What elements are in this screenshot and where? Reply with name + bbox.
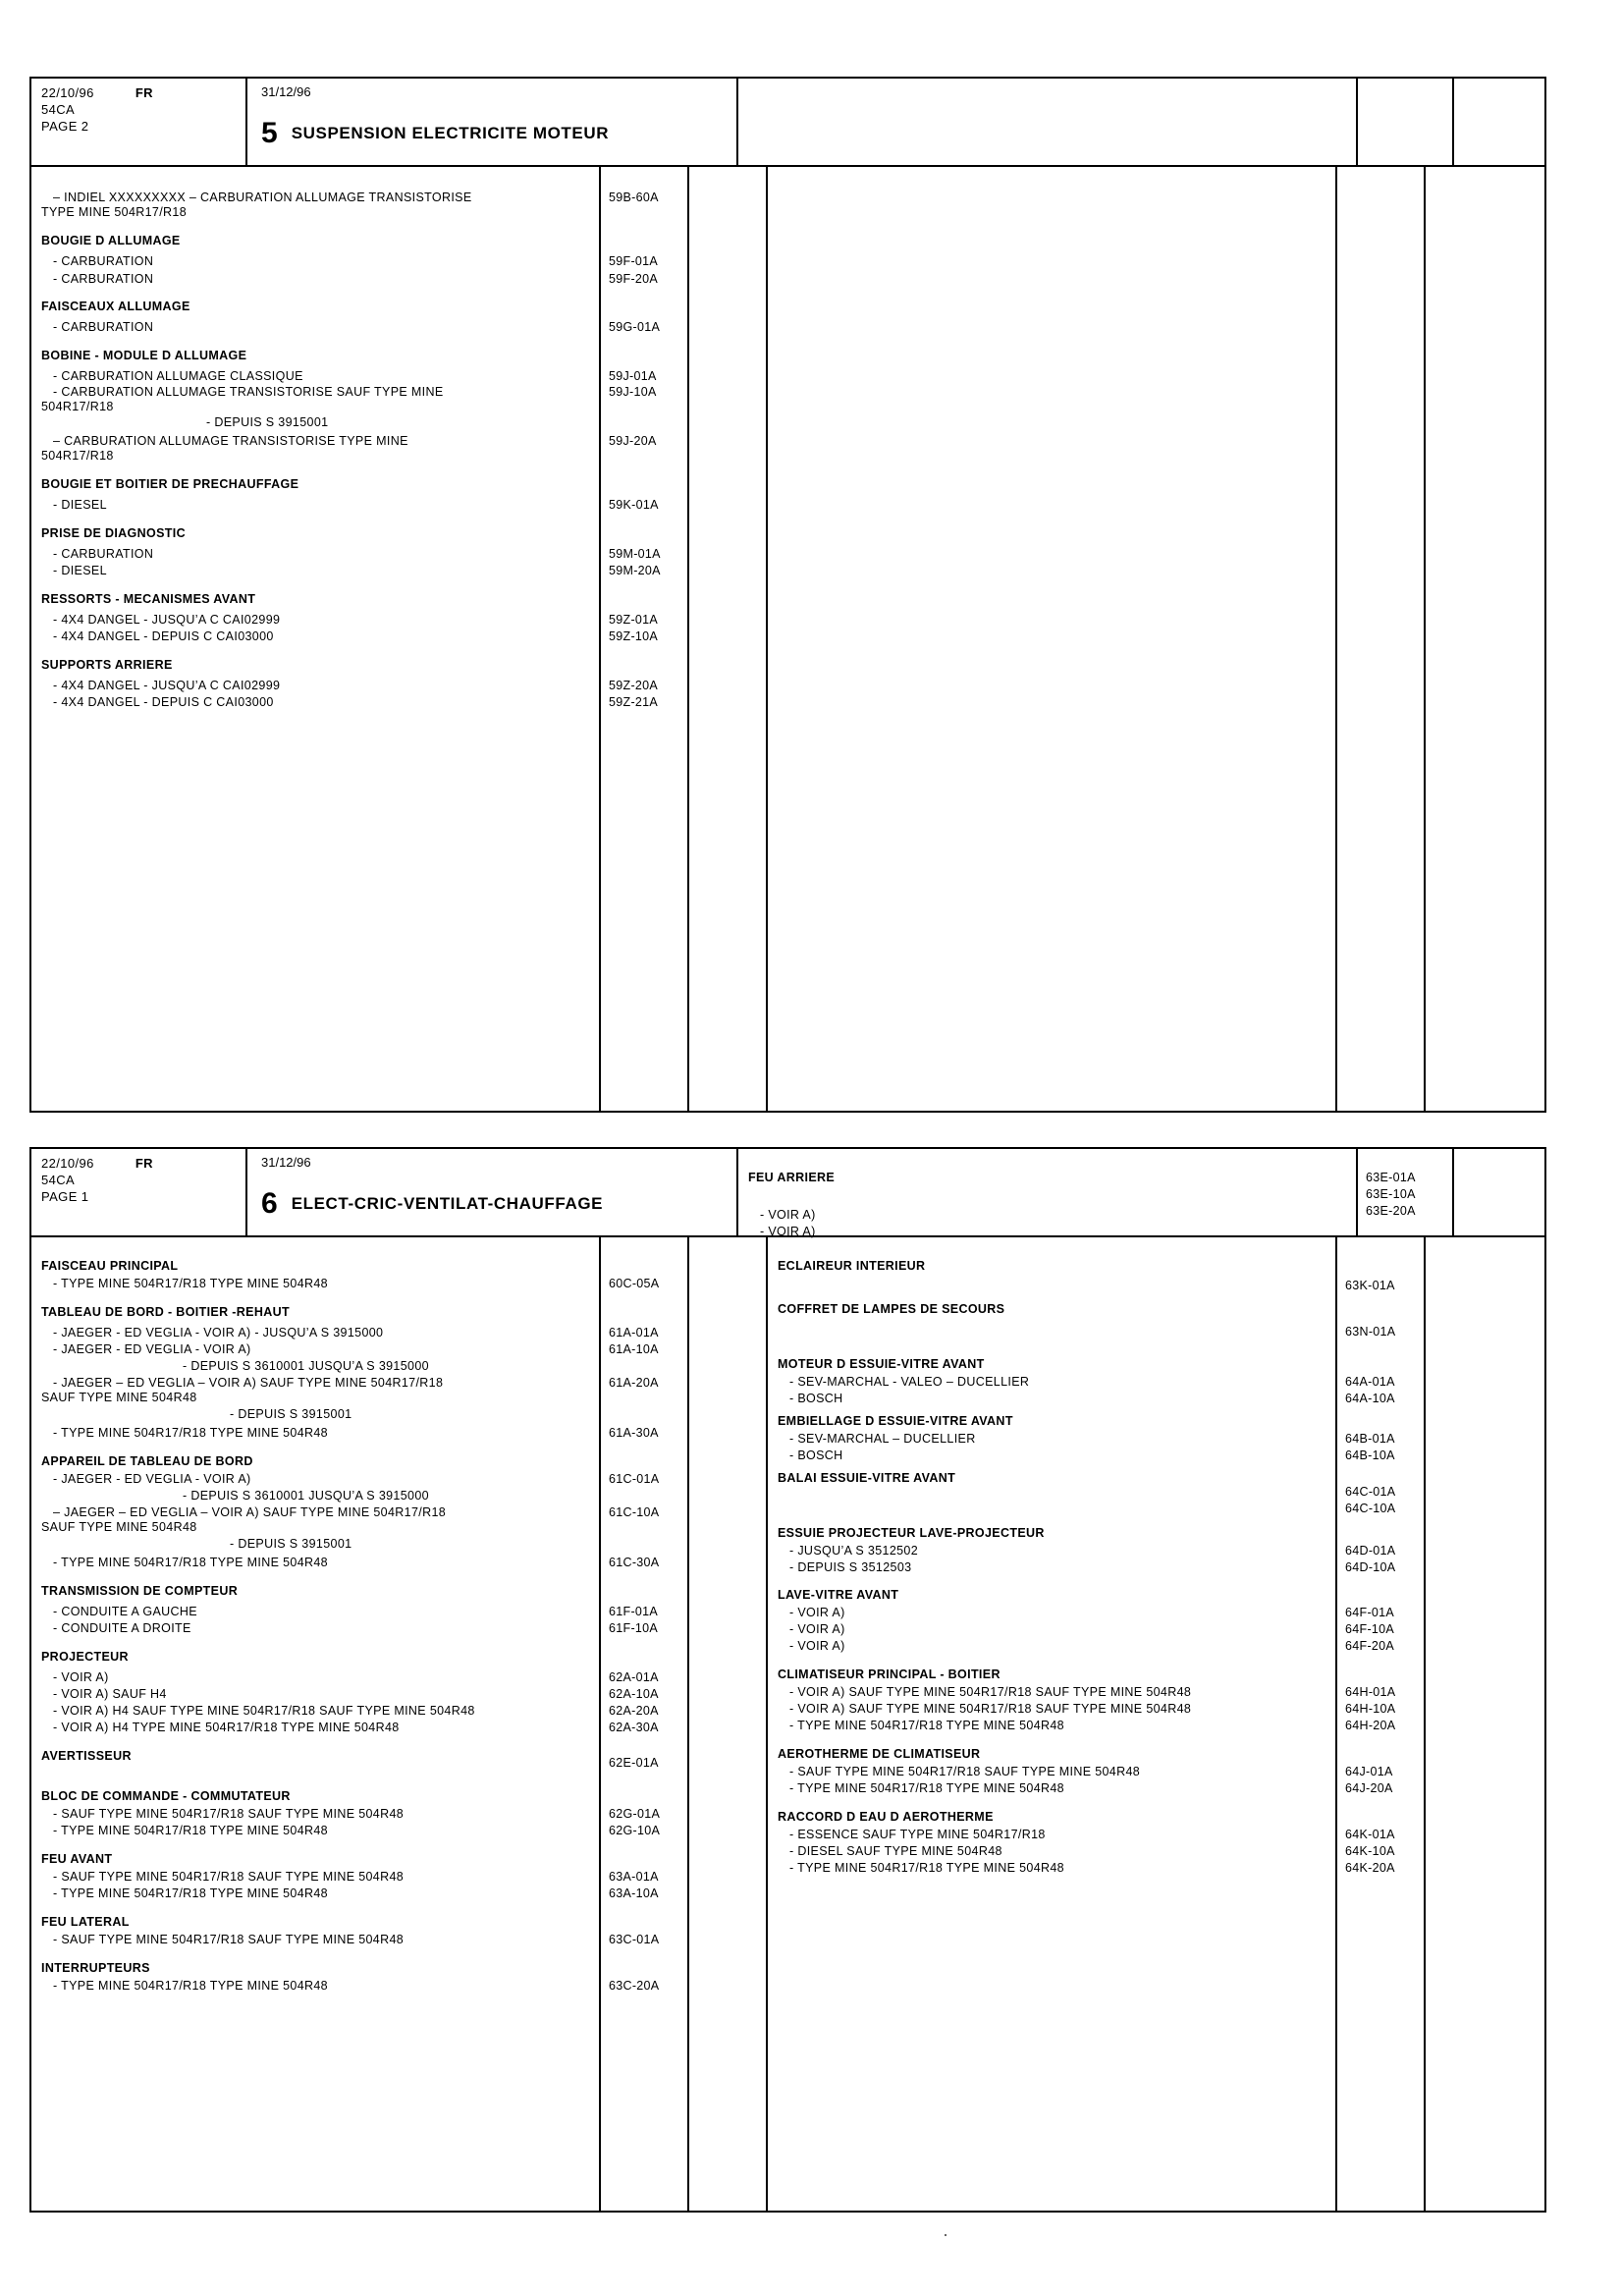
entry-line: - CARBURATION ALLUMAGE TRANSISTORISE SAUF TYPE MINE bbox=[53, 385, 444, 399]
sheet1-right-reference-column bbox=[1337, 167, 1426, 1111]
entry-line: - BOSCH bbox=[789, 1392, 843, 1405]
reference-code: 62G-01A bbox=[609, 1807, 661, 1821]
reference-code: 64J-01A bbox=[1345, 1765, 1393, 1778]
sheet1-page: PAGE 2 bbox=[41, 119, 89, 134]
sheet1-left-reference-column bbox=[601, 167, 689, 1111]
sheet1-section-number: 5 bbox=[261, 117, 278, 149]
sheet2-date-right: 31/12/96 bbox=[261, 1155, 311, 1170]
sheet2-page: PAGE 1 bbox=[41, 1189, 89, 1204]
reference-code: 63C-20A bbox=[609, 1979, 660, 1993]
sheet2-code: 54CA bbox=[41, 1173, 76, 1187]
entry-line: SAUF TYPE MINE 504R48 bbox=[41, 1520, 197, 1534]
entry-line: 504R17/R18 bbox=[41, 400, 114, 413]
reference-code: 59K-01A bbox=[609, 498, 659, 512]
reference-code: 64B-10A bbox=[1345, 1449, 1395, 1462]
reference-code: 64C-01A bbox=[1345, 1485, 1396, 1499]
entry-line: - DEPUIS S 3915001 bbox=[206, 415, 329, 429]
entry-line: – CARBURATION ALLUMAGE TRANSISTORISE TYPE MINE bbox=[53, 434, 408, 448]
reference-code: 62A-20A bbox=[609, 1704, 659, 1718]
reference-code: 64K-01A bbox=[1345, 1828, 1395, 1841]
entry-line: – INDIEL XXXXXXXXX – CARBURATION ALLUMAGE TRANSISTORISE bbox=[53, 191, 472, 204]
sheet2-header-row bbox=[31, 1149, 1544, 1237]
sheet2-header-entry-area bbox=[738, 1149, 1358, 1238]
entry-group-title: TABLEAU DE BORD - BOITIER -REHAUT bbox=[41, 1305, 290, 1319]
entry-line: - TYPE MINE 504R17/R18 TYPE MINE 504R48 bbox=[53, 1556, 328, 1569]
entry-group-title: BOUGIE ET BOITIER DE PRECHAUFFAGE bbox=[41, 477, 299, 491]
entry-line: TYPE MINE 504R17/R18 bbox=[41, 205, 188, 219]
reference-code: 63E-01A bbox=[1366, 1171, 1416, 1184]
entry-group-title: ECLAIREUR INTERIEUR bbox=[778, 1259, 926, 1273]
sheet1-header-title-cell bbox=[247, 79, 738, 165]
reference-code: 59J-20A bbox=[609, 434, 657, 448]
sheet1-right-entry-column bbox=[768, 167, 1337, 1111]
reference-code: 63A-10A bbox=[609, 1886, 659, 1900]
reference-code: 59F-20A bbox=[609, 272, 659, 286]
entry-group-title: FEU LATERAL bbox=[41, 1915, 130, 1929]
reference-code: 64D-10A bbox=[1345, 1560, 1396, 1574]
sheet1-right-spacer-column bbox=[1426, 167, 1544, 1111]
entry-group-title: SUPPORTS ARRIERE bbox=[41, 658, 173, 672]
entry-group-title: FAISCEAUX ALLUMAGE bbox=[41, 300, 190, 313]
reference-code: 62A-10A bbox=[609, 1687, 659, 1701]
sheet1-code: 54CA bbox=[41, 102, 76, 117]
entry-line: - VOIR A) bbox=[789, 1622, 845, 1636]
sheet1-header-blank-3 bbox=[1454, 79, 1544, 165]
reference-code: 59B-60A bbox=[609, 191, 659, 204]
sheet2-left-spacer-column bbox=[689, 1237, 768, 2211]
sheet2-left-entry-column bbox=[31, 1237, 601, 2211]
entry-group-title: PROJECTEUR bbox=[41, 1650, 129, 1664]
entry-group-title: CLIMATISEUR PRINCIPAL - BOITIER bbox=[778, 1667, 1001, 1681]
sheet1-header-row bbox=[31, 79, 1544, 167]
entry-line: - DIESEL bbox=[53, 564, 107, 577]
reference-code: 61C-10A bbox=[609, 1505, 660, 1519]
entry-line: - SAUF TYPE MINE 504R17/R18 SAUF TYPE MINE 504R48 bbox=[53, 1870, 405, 1884]
entry-line: - VOIR A) H4 SAUF TYPE MINE 504R17/R18 SAUF TYPE MINE 504R48 bbox=[53, 1704, 475, 1718]
entry-line: - VOIR A) bbox=[760, 1225, 816, 1238]
reference-code: 62A-01A bbox=[609, 1670, 659, 1684]
entry-group-title: BOBINE - MODULE D ALLUMAGE bbox=[41, 349, 247, 362]
entry-line: - 4X4 DANGEL - DEPUIS C CAI03000 bbox=[53, 629, 274, 643]
reference-code: 59Z-10A bbox=[609, 629, 659, 643]
reference-code: 64F-10A bbox=[1345, 1622, 1395, 1636]
entry-line: - DEPUIS S 3610001 JUSQU’A S 3915000 bbox=[183, 1359, 429, 1373]
sheet2-header-ref-area bbox=[1358, 1149, 1454, 1235]
sheet2-left-reference-column bbox=[601, 1237, 689, 2211]
entry-line: - VOIR A) bbox=[789, 1606, 845, 1619]
entry-line: 504R17/R18 bbox=[41, 449, 114, 463]
reference-code: 61F-10A bbox=[609, 1621, 659, 1635]
entry-group-title: BOUGIE D ALLUMAGE bbox=[41, 234, 181, 247]
entry-line: - ESSENCE SAUF TYPE MINE 504R17/R18 bbox=[789, 1828, 1046, 1841]
reference-code: 64C-10A bbox=[1345, 1502, 1396, 1515]
reference-code: 63C-01A bbox=[609, 1933, 660, 1946]
reference-code: 61C-01A bbox=[609, 1472, 660, 1486]
sheet1-body bbox=[31, 167, 1544, 1111]
entry-group-title: FAISCEAU PRINCIPAL bbox=[41, 1259, 179, 1273]
entry-group-title: EMBIELLAGE D ESSUIE-VITRE AVANT bbox=[778, 1414, 1013, 1428]
entry-line: - CARBURATION ALLUMAGE CLASSIQUE bbox=[53, 369, 303, 383]
entry-line: - 4X4 DANGEL - JUSQU’A C CAI02999 bbox=[53, 679, 281, 692]
reference-code: 62E-01A bbox=[609, 1756, 659, 1770]
entry-line: - CARBURATION bbox=[53, 254, 154, 268]
entry-group-title: RACCORD D EAU D AEROTHERME bbox=[778, 1810, 994, 1824]
sheet1-section-title: SUSPENSION ELECTRICITE MOTEUR bbox=[291, 124, 610, 142]
reference-code: 64K-20A bbox=[1345, 1861, 1395, 1875]
entry-line: - VOIR A) bbox=[760, 1208, 816, 1222]
reference-code: 61A-01A bbox=[609, 1326, 659, 1339]
reference-code: 64A-10A bbox=[1345, 1392, 1395, 1405]
reference-code: 63E-20A bbox=[1366, 1204, 1416, 1218]
entry-line: - DIESEL SAUF TYPE MINE 504R48 bbox=[789, 1844, 1002, 1858]
reference-code: 59F-01A bbox=[609, 254, 659, 268]
entry-group-title: LAVE-VITRE AVANT bbox=[778, 1588, 899, 1602]
reference-code: 61A-10A bbox=[609, 1342, 659, 1356]
sheet2-right-reference-column bbox=[1337, 1237, 1426, 2211]
reference-code: 64H-01A bbox=[1345, 1685, 1396, 1699]
entry-line: - CARBURATION bbox=[53, 320, 154, 334]
sheet2-header-meta bbox=[31, 1149, 247, 1235]
entry-line: - VOIR A) SAUF TYPE MINE 504R17/R18 SAUF TYPE MINE 504R48 bbox=[789, 1685, 1192, 1699]
reference-code: 59Z-21A bbox=[609, 695, 659, 709]
entry-line: - JAEGER - ED VEGLIA - VOIR A) - JUSQU’A S 3915000 bbox=[53, 1326, 384, 1339]
sheet1-lang: FR bbox=[135, 85, 153, 100]
entry-line: - JAEGER - ED VEGLIA - VOIR A) bbox=[53, 1472, 251, 1486]
entry-line: - JUSQU’A S 3512502 bbox=[789, 1544, 919, 1558]
entry-group-title: COFFRET DE LAMPES DE SECOURS bbox=[778, 1302, 1005, 1316]
reference-code: 63K-01A bbox=[1345, 1279, 1395, 1292]
reference-code: 63N-01A bbox=[1345, 1325, 1396, 1339]
reference-code: 61F-01A bbox=[609, 1605, 659, 1618]
entry-line: - JAEGER – ED VEGLIA – VOIR A) SAUF TYPE MINE 504R17/R18 bbox=[53, 1376, 444, 1390]
reference-code: 62A-30A bbox=[609, 1721, 659, 1734]
entry-line: - SAUF TYPE MINE 504R17/R18 SAUF TYPE MINE 504R48 bbox=[53, 1807, 405, 1821]
entry-line: - CONDUITE A DROITE bbox=[53, 1621, 191, 1635]
entry-line: - VOIR A) SAUF TYPE MINE 504R17/R18 SAUF TYPE MINE 504R48 bbox=[789, 1702, 1192, 1716]
reference-code: 59J-01A bbox=[609, 369, 657, 383]
reference-code: 64F-01A bbox=[1345, 1606, 1395, 1619]
reference-code: 59Z-20A bbox=[609, 679, 659, 692]
sheet2-header-blank-3 bbox=[1454, 1149, 1544, 1235]
reference-code: 63E-10A bbox=[1366, 1187, 1416, 1201]
entry-line: SAUF TYPE MINE 504R48 bbox=[41, 1391, 197, 1404]
reference-code: 62G-10A bbox=[609, 1824, 661, 1837]
reference-code: 61C-30A bbox=[609, 1556, 660, 1569]
reference-code: 61A-20A bbox=[609, 1376, 659, 1390]
reference-code: 59J-10A bbox=[609, 385, 657, 399]
reference-code: 59G-01A bbox=[609, 320, 661, 334]
entry-line: - SEV-MARCHAL - VALEO – DUCELLIER bbox=[789, 1375, 1030, 1389]
reference-code: 64J-20A bbox=[1345, 1781, 1393, 1795]
entry-line: - VOIR A) bbox=[53, 1670, 109, 1684]
sheet1-date-left: 22/10/96 bbox=[41, 85, 94, 100]
catalog-sheet-1 bbox=[29, 77, 1546, 1113]
entry-line: - SAUF TYPE MINE 504R17/R18 SAUF TYPE MINE 504R48 bbox=[53, 1933, 405, 1946]
reference-code: 59M-01A bbox=[609, 547, 661, 561]
reference-code: 61A-30A bbox=[609, 1426, 659, 1440]
entry-line: - VOIR A) bbox=[789, 1639, 845, 1653]
sheet2-right-spacer-column bbox=[1426, 1237, 1544, 2211]
entry-line: - SEV-MARCHAL – DUCELLIER bbox=[789, 1432, 976, 1446]
entry-line: - CARBURATION bbox=[53, 547, 154, 561]
entry-line: - DEPUIS S 3915001 bbox=[230, 1537, 352, 1551]
entry-line: - VOIR A) H4 TYPE MINE 504R17/R18 TYPE MINE 504R48 bbox=[53, 1721, 400, 1734]
sheet2-date-left: 22/10/96 bbox=[41, 1156, 94, 1171]
entry-group-title: AEROTHERME DE CLIMATISEUR bbox=[778, 1747, 981, 1761]
entry-line: - TYPE MINE 504R17/R18 TYPE MINE 504R48 bbox=[789, 1719, 1064, 1732]
sheet1-header-meta bbox=[31, 79, 247, 165]
entry-line: - DEPUIS S 3610001 JUSQU’A S 3915000 bbox=[183, 1489, 429, 1503]
entry-group-title: AVERTISSEUR bbox=[41, 1749, 132, 1763]
entry-group-title: ESSUIE PROJECTEUR LAVE-PROJECTEUR bbox=[778, 1526, 1045, 1540]
entry-group-title: BLOC DE COMMANDE - COMMUTATEUR bbox=[41, 1789, 291, 1803]
sheet1-section bbox=[261, 117, 736, 150]
reference-code: 64K-10A bbox=[1345, 1844, 1395, 1858]
sheet2-lang: FR bbox=[135, 1156, 153, 1171]
entry-line: - TYPE MINE 504R17/R18 TYPE MINE 504R48 bbox=[789, 1781, 1064, 1795]
sheet1-date-right: 31/12/96 bbox=[261, 84, 311, 99]
sheet1-left-entry-column bbox=[31, 167, 601, 1111]
sheet1-header-blank-1 bbox=[738, 79, 1358, 165]
entry-line: - TYPE MINE 504R17/R18 TYPE MINE 504R48 bbox=[53, 1886, 328, 1900]
entry-group-title: PRISE DE DIAGNOSTIC bbox=[41, 526, 186, 540]
entry-group-title: MOTEUR D ESSUIE-VITRE AVANT bbox=[778, 1357, 985, 1371]
entry-line: - DEPUIS S 3512503 bbox=[789, 1560, 912, 1574]
reference-code: 59Z-01A bbox=[609, 613, 659, 627]
entry-line: - JAEGER - ED VEGLIA - VOIR A) bbox=[53, 1342, 251, 1356]
entry-line: - DEPUIS S 3915001 bbox=[230, 1407, 352, 1421]
entry-line: - TYPE MINE 504R17/R18 TYPE MINE 504R48 bbox=[789, 1861, 1064, 1875]
reference-code: 64B-01A bbox=[1345, 1432, 1395, 1446]
sheet2-body bbox=[31, 1237, 1544, 2211]
catalog-sheet-2 bbox=[29, 1147, 1546, 2213]
scan-speck bbox=[945, 2234, 947, 2236]
entry-line: - TYPE MINE 504R17/R18 TYPE MINE 504R48 bbox=[53, 1426, 328, 1440]
entry-line: - 4X4 DANGEL - JUSQU’A C CAI02999 bbox=[53, 613, 281, 627]
sheet2-header-title-cell bbox=[247, 1149, 738, 1235]
reference-code: 59M-20A bbox=[609, 564, 661, 577]
entry-line: - CARBURATION bbox=[53, 272, 154, 286]
sheet2-section-title: ELECT-CRIC-VENTILAT-CHAUFFAGE bbox=[291, 1194, 604, 1213]
reference-code: 64A-01A bbox=[1345, 1375, 1395, 1389]
sheet2-right-entry-column bbox=[768, 1237, 1337, 2211]
sheet1-left-spacer-column bbox=[689, 167, 768, 1111]
entry-line: - TYPE MINE 504R17/R18 TYPE MINE 504R48 bbox=[53, 1824, 328, 1837]
entry-line: - TYPE MINE 504R17/R18 TYPE MINE 504R48 bbox=[53, 1277, 328, 1290]
reference-code: 60C-05A bbox=[609, 1277, 660, 1290]
sheet2-section bbox=[261, 1187, 736, 1221]
entry-line: - BOSCH bbox=[789, 1449, 843, 1462]
sheet2-section-number: 6 bbox=[261, 1187, 278, 1220]
entry-line: - CONDUITE A GAUCHE bbox=[53, 1605, 197, 1618]
entry-group-title: TRANSMISSION DE COMPTEUR bbox=[41, 1584, 239, 1598]
entry-group-title: FEU AVANT bbox=[41, 1852, 113, 1866]
entry-line: - DIESEL bbox=[53, 498, 107, 512]
entry-group-title: FEU ARRIERE bbox=[748, 1171, 836, 1184]
entry-line: - 4X4 DANGEL - DEPUIS C CAI03000 bbox=[53, 695, 274, 709]
sheet1-header-blank-2 bbox=[1358, 79, 1454, 165]
reference-code: 64H-20A bbox=[1345, 1719, 1396, 1732]
entry-line: – JAEGER – ED VEGLIA – VOIR A) SAUF TYPE MINE 504R17/R18 bbox=[53, 1505, 447, 1519]
reference-code: 64F-20A bbox=[1345, 1639, 1395, 1653]
entry-line: - TYPE MINE 504R17/R18 TYPE MINE 504R48 bbox=[53, 1979, 328, 1993]
entry-group-title: INTERRUPTEURS bbox=[41, 1961, 150, 1975]
entry-group-title: BALAI ESSUIE-VITRE AVANT bbox=[778, 1471, 956, 1485]
reference-code: 64D-01A bbox=[1345, 1544, 1396, 1558]
reference-code: 63A-01A bbox=[609, 1870, 659, 1884]
entry-group-title: RESSORTS - MECANISMES AVANT bbox=[41, 592, 256, 606]
entry-line: - SAUF TYPE MINE 504R17/R18 SAUF TYPE MINE 504R48 bbox=[789, 1765, 1141, 1778]
reference-code: 64H-10A bbox=[1345, 1702, 1396, 1716]
entry-group-title: APPAREIL DE TABLEAU DE BORD bbox=[41, 1454, 253, 1468]
entry-line: - VOIR A) SAUF H4 bbox=[53, 1687, 167, 1701]
